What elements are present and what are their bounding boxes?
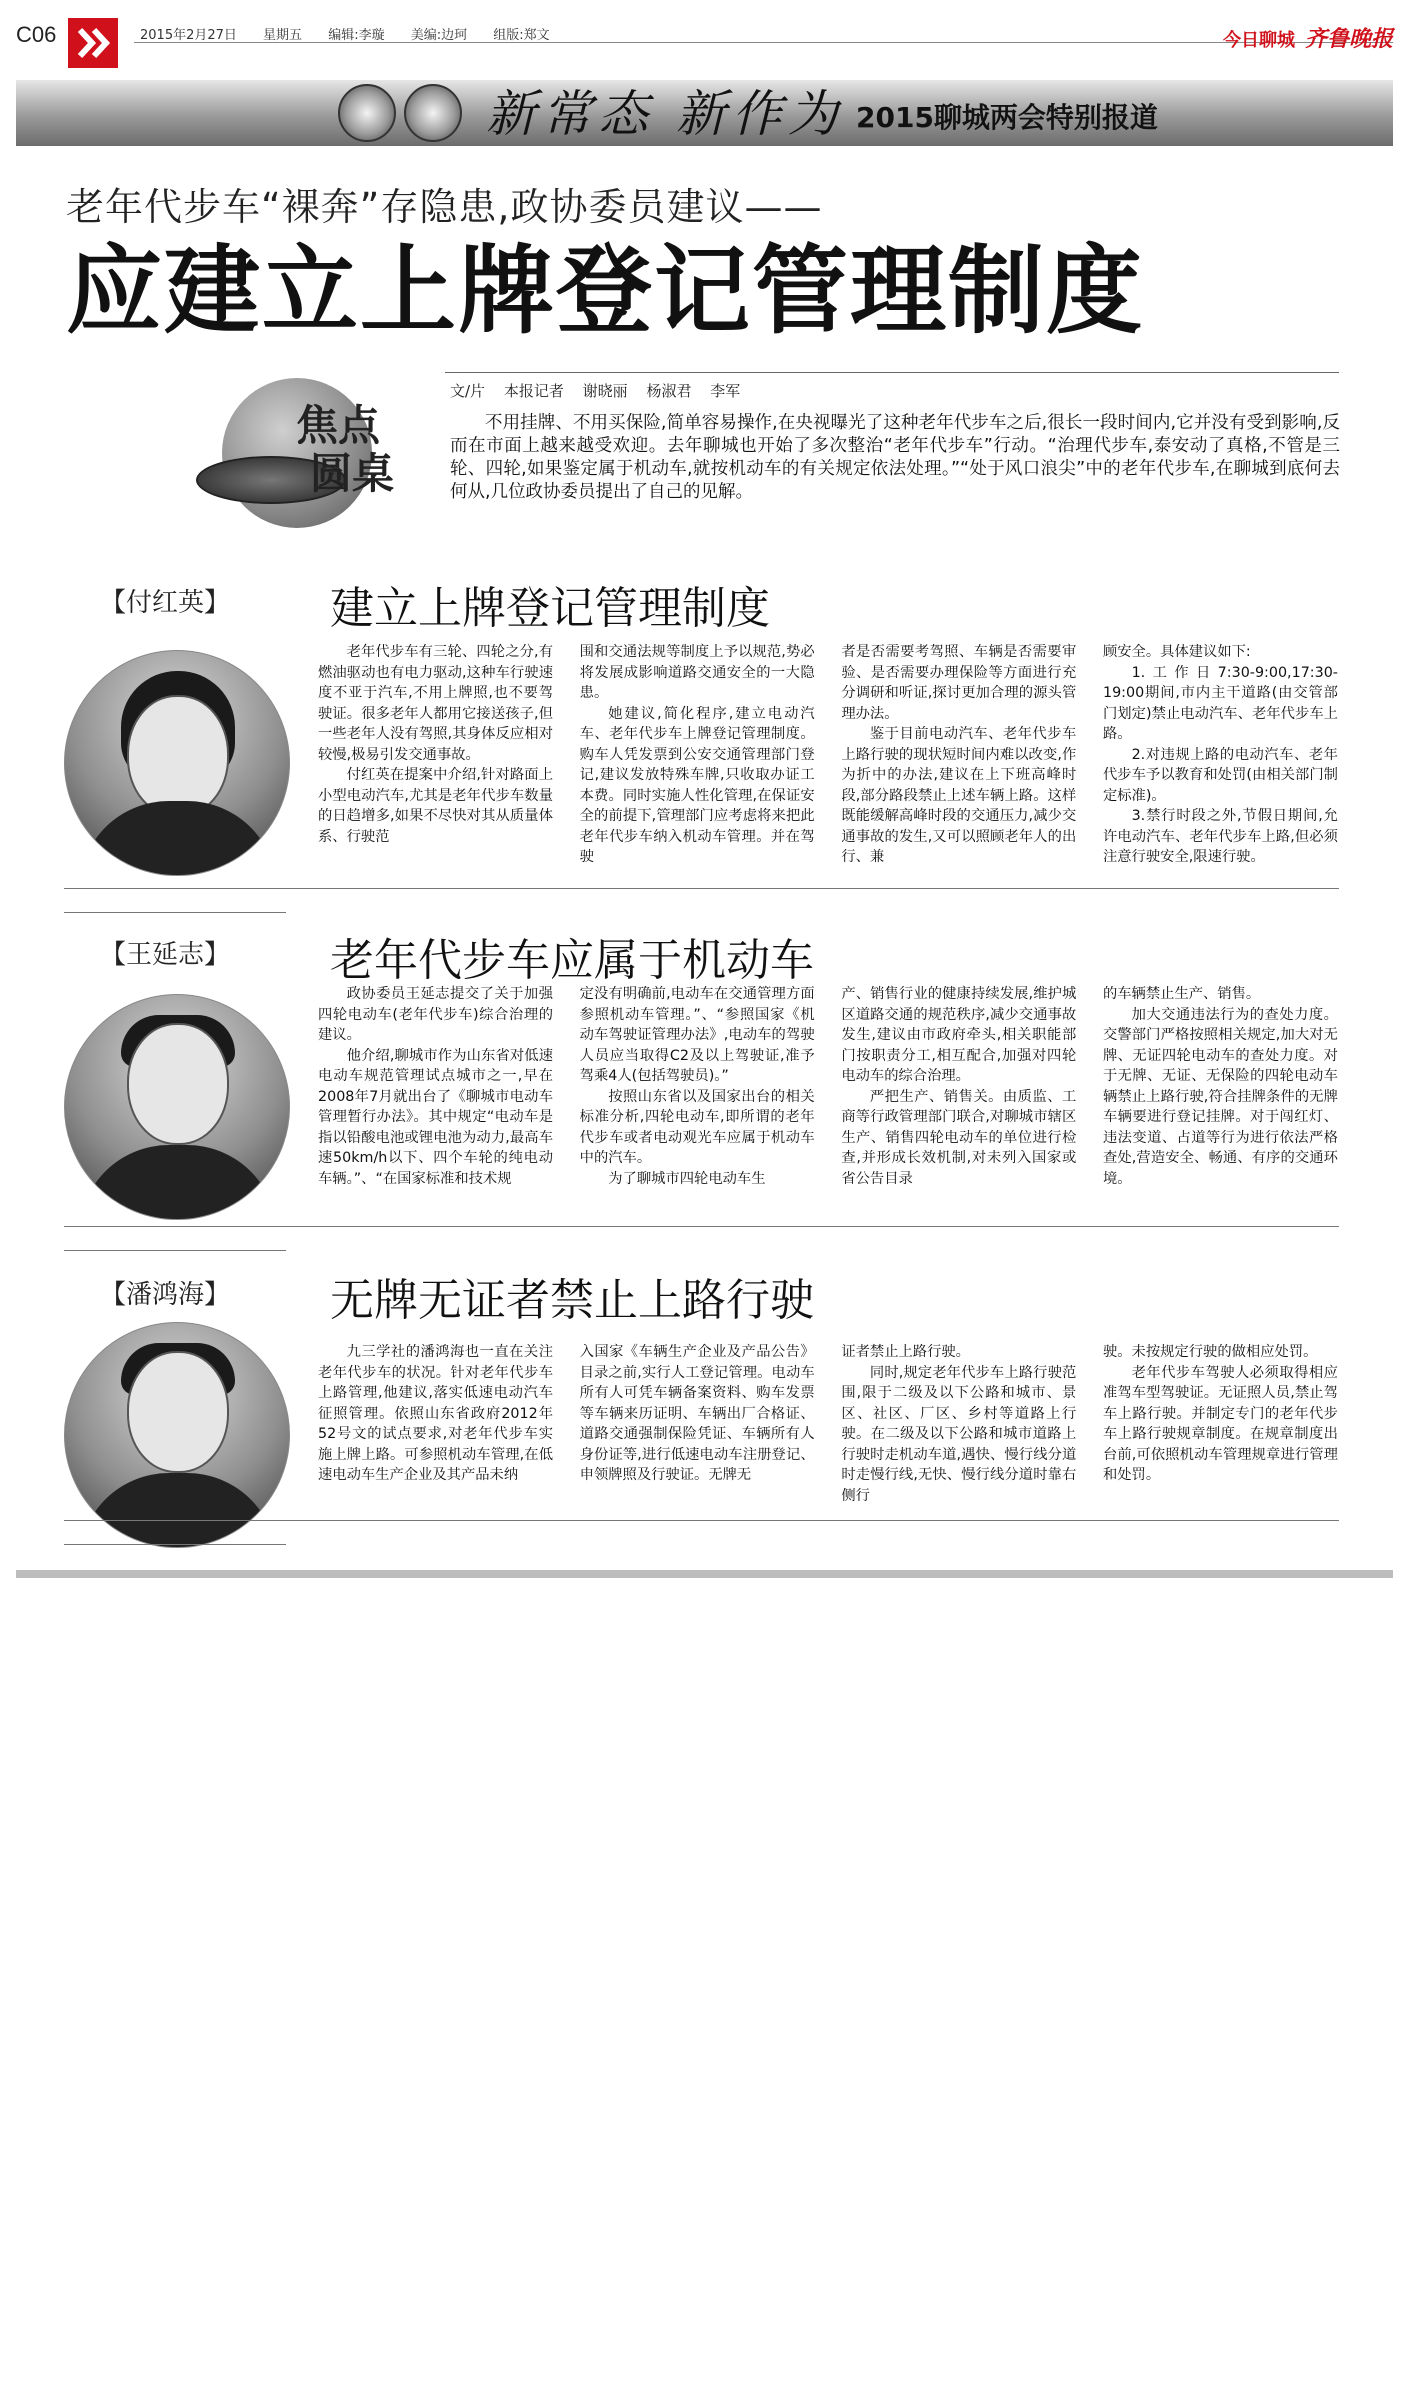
section-title: 老年代步车应属于机动车 [330,935,814,986]
article-headline: 应建立上牌登记管理制度 [66,235,1144,347]
section-title: 无牌无证者禁止上路行驶 [330,1275,814,1326]
paragraph: 付红英在提案中介绍,针对路面上小型电动汽车,尤其是老年代步车数量的日趋增多,如果不尽快对其从质量体系、行驶范 [318,767,553,845]
paragraph: 老年代步车有三轮、四轮之分,有燃油驱动也有电力驱动,这种车行驶速度不亚于汽车,不用上牌照,也不要驾驶证。很多老年人都用它接送孩子,但一些老年人没有驾照,其身体反应相对较慢,极易引发交通事故。 [318,644,553,763]
cppcc-emblem-icon [404,84,462,142]
paragraph: 的车辆禁止生产、销售。 [1102,986,1261,1002]
paragraph: 政协委员王延志提交了关于加强四轮电动车(老年代步车)综合治理的建议。 [318,986,553,1043]
section-divider [64,1226,1339,1227]
paragraph: 产、销售行业的健康持续发展,维护城区道路交通的规范秩序,减少交通事故发生,建议由市政府牵头,相关职能部门按职责分工,相互配合,加强对四轮电动车的综合治理。 [841,986,1077,1084]
member-portrait [64,994,290,1220]
page-arrow-icon [68,18,118,68]
text-column [1103,984,1338,1189]
text-column [841,1342,1076,1506]
text-column [841,642,1076,868]
text-column [580,1342,815,1506]
special-report-title: 2015聊城两会特别报道 [856,101,1158,134]
section-body [318,642,1338,868]
member-portrait [64,1322,290,1548]
paragraph: 同时,规定老年代步车上路行驶范围,限于二级及以下公路和城市、景区、社区、厂区、乡村等道路上行驶。在二级及以下公路和城市道路上行驶时走机动车道,遇快、慢行线分道时走慢行线,无快、慢行线分道时靠右侧行 [841,1364,1077,1504]
paragraph: 定没有明确前,电动车在交通管理方面参照机动车管理。”、“参照国家《机动车驾驶证管理办法》,电动车的驾驶人员应当取得C2及以上驾驶证,准予驾乘4人(包括驾驶员)。” [579,986,815,1084]
text-column [580,642,815,868]
section-title: 建立上牌登记管理制度 [330,583,770,634]
byline-rule [445,372,1339,373]
byline-part: 本报记者 [503,382,564,400]
byline-part: 李军 [710,382,741,400]
paper-name: 齐鲁晚报 [1304,26,1393,52]
portrait-body [79,801,277,876]
banner-slogan: 新常态 新作为 [486,85,844,143]
column-logo-word: 焦点 [296,401,381,450]
byline-part: 杨淑君 [646,382,692,400]
layout-credit: 组版:郑文 [493,28,550,43]
paragraph: 围和交通法规等制度上予以规范,势必将发展成影响道路交通安全的一大隐患。 [579,644,815,701]
issue-date: 2015年2月27日 [140,28,237,43]
paragraph: 鉴于目前电动汽车、老年代步车上路行驶的现状短时间内难以改变,作为折中的办法,建议在上下班高峰时段,部分路段禁止上述车辆上路。这样既能缓解高峰时段的交通压力,减少交通事故的发生,又可以照顾老年人的出行、兼 [841,726,1077,865]
roundtable-column-logo [192,378,412,538]
paragraph: 九三学社的潘鸿海也一直在关注老年代步车的状况。针对老年代步车上路管理,他建议,落实低速电动汽车征照管理。依照山东省政府2012年52号文的试点要求,对老年代步车实施上牌上路。可参照机动车管理,在低速电动车生产企业及其产品未纳 [318,1344,553,1483]
issue-weekday: 星期五 [263,28,303,43]
portrait-face [127,695,229,817]
byline-part: 谢晓丽 [582,382,628,400]
art-editor-credit: 美编:边珂 [410,28,468,43]
member-name: 【付红英】 [100,588,231,618]
paragraph: 按照山东省以及国家出台的相关标准分析,四轮电动车,即所谓的老年代步车或者电动观光车应属于机动车中的汽车。 [579,1088,815,1166]
section-brand: 今日聊城 [1222,30,1295,51]
paper-brand [1223,22,1393,53]
paragraph: 为了聊城市四轮电动车生 [608,1170,766,1187]
member-name: 【王延志】 [100,940,231,970]
portrait-body [79,1473,277,1548]
article-kicker: 老年代步车“裸奔”存隐患,政协委员建议—— [66,185,823,229]
paragraph: 加大交通违法行为的查处力度。交警部门严格按照相关规定,加大对无牌、无证四轮电动车的查处力度。对于无牌、无证、无保险的四轮电动车辆禁止上路行驶,符合挂牌条件的无牌车辆要进行登记挂牌。对于闯红灯、违法变道、占道等行为进行依法严格查处,营造安全、畅通、有序的交通环境。 [1102,1006,1338,1187]
text-column [1103,642,1338,868]
text-column [580,984,815,1189]
paragraph: 严把生产、销售关。由质监、工商等行政管理部门联合,对聊城市辖区生产、销售四轮电动车的单位进行检查,并形成长效机制,对未列入国家或省公告目录 [841,1088,1077,1187]
paragraph: 顾安全。具体建议如下: [1102,644,1251,660]
byline-part: 文/片 [450,382,486,400]
paragraph: 老年代步车驾驶人必须取得相应准驾车型驾驶证。无证照人员,禁止驾车上路行驶。并制定专门的老年代步车上路行驶规章制度。在规章制度出台前,可依照机动车管理规章进行管理和处罚。 [1102,1364,1338,1483]
special-report-banner [16,80,1393,146]
section-body [318,1342,1338,1506]
section-divider [64,1250,286,1251]
section-divider [64,888,1339,889]
paragraph: 他介绍,聊城市作为山东省对低速电动车规范管理试点城市之一,早在2008年7月就出台了《聊城市电动车管理暂行办法》。其中规定“电动车是指以铅酸电池或锂电池为动力,最高车速50km/h以下、四个车轮的纯电动车辆。”、“在国家标准和技术规 [318,1047,553,1187]
portrait-body [79,1145,277,1220]
section-divider [64,1544,286,1545]
paragraph: 证者禁止上路行驶。 [841,1344,970,1360]
paragraph: 1.工作日7:30-9:00,17:30-19:00期间,市内主干道路(由交管部门划定)禁止电动汽车、老年代步车上路。 [1102,664,1338,742]
portrait-face [127,1023,229,1145]
paragraph: 3.禁行时段之外,节假日期间,允许电动汽车、老年代步车上路,但必须注意行驶安全,限速行驶。 [1102,808,1338,865]
member-portrait [64,650,290,876]
text-column [1103,1342,1338,1506]
editor-credit: 编辑:李璇 [328,28,385,43]
page-number: C06 [16,22,57,47]
member-name: 【潘鸿海】 [100,1280,231,1310]
text-column [841,984,1076,1189]
paragraph: 者是否需要考驾照、车辆是否需要审验、是否需要办理保险等方面进行充分调研和听证,探讨更加合理的源头管理办法。 [841,644,1077,722]
page-bottom-bar [16,1570,1393,1578]
issue-meta [140,24,572,43]
paragraph: 驶。未按规定行驶的做相应处罚。 [1102,1344,1318,1360]
paragraph: 入国家《车辆生产企业及产品公告》目录之前,实行人工登记管理。电动车所有人可凭车辆备案资料、购车发票等车辆来历证明、车辆出厂合格证、道路交通强制保险凭证、车辆所有人身份证等,进行低速电动车注册登记、申领牌照及行驶证。无牌无 [579,1344,815,1483]
section-divider [64,1520,1339,1521]
paragraph: 2.对违规上路的电动汽车、老年代步车予以教育和处罚(由相关部门制定标准)。 [1102,746,1338,804]
paragraph: 她建议,简化程序,建立电动汽车、老年代步车上牌登记管理制度。购车人凭发票到公安交通管理部门登记,建议发放特殊车牌,只收取办证工本费。同时实施人性化管理,在保证安全的前提下,管理部门应考虑将来把此老年代步车纳入机动车管理。并在驾驶 [579,705,815,865]
portrait-face [127,1351,229,1473]
column-logo-word: 圆桌 [310,449,395,498]
text-column [318,984,553,1189]
text-column [318,1342,553,1506]
national-emblem-icon [338,84,396,142]
article-intro: 不用挂牌、不用买保险,简单容易操作,在央视曝光了这种老年代步车之后,很长一段时间内,它并没有受到影响,反而在市面上越来越受欢迎。去年聊城也开始了多次整治“老年代步车”行动。“治理代步车,泰安动了真格,不管是三轮、四轮,如果鉴定属于机动车,就按机动车的有关规定依法处理。”“处于风口浪尖”中的老年代步车,在聊城到底何去何从,几位政协委员提出了自己的见解。 [450,413,1340,502]
section-divider [64,912,286,913]
text-column [318,642,553,868]
section-body [318,984,1338,1189]
article-byline [450,380,754,401]
